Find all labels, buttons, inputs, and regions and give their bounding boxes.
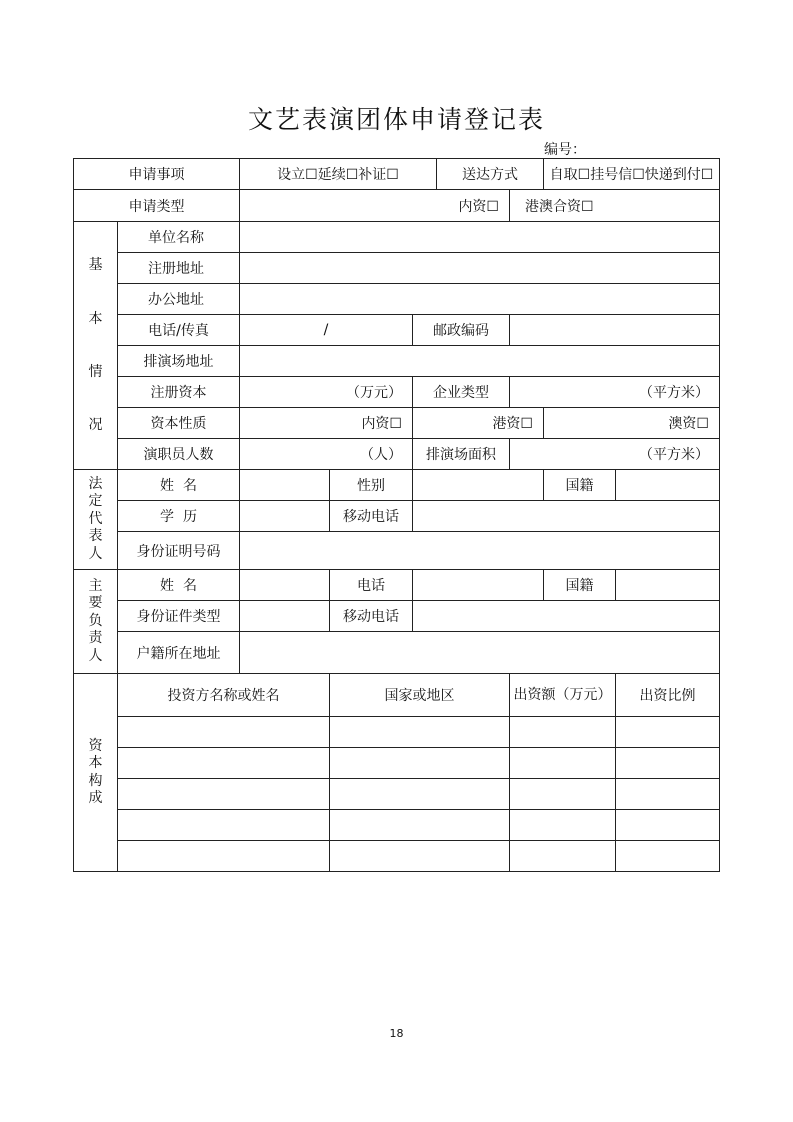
capital-group-label: 资 本 构 成 bbox=[74, 674, 118, 872]
capital-header-amount: 出资额（万元） bbox=[510, 674, 616, 717]
capital-investor-cell[interactable] bbox=[118, 748, 330, 779]
capital-amount-cell[interactable] bbox=[510, 717, 616, 748]
row-principal-name bbox=[74, 570, 720, 601]
capital-amount-cell[interactable] bbox=[510, 748, 616, 779]
legal-gender-label: 性别 bbox=[330, 470, 413, 501]
legal-education-label: 学 历 bbox=[118, 501, 240, 532]
legal-education-field[interactable] bbox=[240, 501, 330, 532]
legal-nationality-field[interactable] bbox=[616, 470, 720, 501]
legal-nationality-label: 国籍 bbox=[544, 470, 616, 501]
principal-nationality-label: 国籍 bbox=[544, 570, 616, 601]
legal-mobile-label: 移动电话 bbox=[330, 501, 413, 532]
capital-nature-macau[interactable]: 澳资☐ bbox=[544, 408, 720, 439]
form-title: 文艺表演团体申请登记表 bbox=[247, 105, 545, 134]
capital-country-cell[interactable] bbox=[330, 841, 510, 872]
application-type-inland[interactable]: 内资☐ bbox=[240, 190, 510, 222]
basic-info-group-label: 基 本 情 况 bbox=[74, 222, 118, 470]
capital-row bbox=[74, 717, 720, 748]
capital-amount-cell[interactable] bbox=[510, 841, 616, 872]
capital-ratio-cell[interactable] bbox=[616, 717, 720, 748]
reg-capital-field[interactable]: （万元） bbox=[240, 377, 413, 408]
office-address-label: 办公地址 bbox=[118, 284, 240, 315]
capital-country-cell[interactable] bbox=[330, 717, 510, 748]
venue-address-label: 排演场地址 bbox=[118, 346, 240, 377]
row-capital-nature bbox=[74, 408, 720, 439]
venue-area-label: 排演场面积 bbox=[413, 439, 510, 470]
principal-name-field[interactable] bbox=[240, 570, 330, 601]
row-capital-header bbox=[74, 674, 720, 717]
capital-header-ratio: 出资比例 bbox=[616, 674, 720, 717]
row-unit-name bbox=[74, 222, 720, 253]
principal-household-label: 户籍所在地址 bbox=[118, 632, 240, 674]
row-reg-address bbox=[74, 253, 720, 284]
capital-investor-cell[interactable] bbox=[118, 779, 330, 810]
legal-id-field[interactable] bbox=[240, 532, 720, 570]
principal-nationality-field[interactable] bbox=[616, 570, 720, 601]
legal-name-label: 姓 名 bbox=[118, 470, 240, 501]
capital-nature-label: 资本性质 bbox=[118, 408, 240, 439]
row-application-item bbox=[74, 159, 720, 190]
row-venue-address bbox=[74, 346, 720, 377]
capital-row bbox=[74, 841, 720, 872]
company-type-field[interactable]: （平方米） bbox=[510, 377, 720, 408]
reg-address-field[interactable] bbox=[240, 253, 720, 284]
row-office-address bbox=[74, 284, 720, 315]
reg-capital-label: 注册资本 bbox=[118, 377, 240, 408]
capital-nature-hk[interactable]: 港资☐ bbox=[413, 408, 544, 439]
venue-area-field[interactable]: （平方米） bbox=[510, 439, 720, 470]
capital-amount-cell[interactable] bbox=[510, 810, 616, 841]
registration-form-table bbox=[73, 158, 720, 872]
legal-gender-field[interactable] bbox=[413, 470, 544, 501]
capital-ratio-cell[interactable] bbox=[616, 841, 720, 872]
capital-ratio-cell[interactable] bbox=[616, 748, 720, 779]
principal-household-field[interactable] bbox=[240, 632, 720, 674]
legal-mobile-field[interactable] bbox=[413, 501, 720, 532]
phone-fax-label: 电话/传真 bbox=[118, 315, 240, 346]
capital-row bbox=[74, 810, 720, 841]
capital-ratio-cell[interactable] bbox=[616, 810, 720, 841]
application-item-label: 申请事项 bbox=[74, 159, 240, 190]
company-type-label: 企业类型 bbox=[413, 377, 510, 408]
capital-row bbox=[74, 748, 720, 779]
principal-id-type-field[interactable] bbox=[240, 601, 330, 632]
unit-name-label: 单位名称 bbox=[118, 222, 240, 253]
row-principal-household bbox=[74, 632, 720, 674]
capital-header-country: 国家或地区 bbox=[330, 674, 510, 717]
capital-header-investor: 投资方名称或姓名 bbox=[118, 674, 330, 717]
staff-count-field[interactable]: （人） bbox=[240, 439, 413, 470]
capital-investor-cell[interactable] bbox=[118, 841, 330, 872]
postcode-label: 邮政编码 bbox=[413, 315, 510, 346]
row-staff-count bbox=[74, 439, 720, 470]
row-principal-id-type bbox=[74, 601, 720, 632]
application-item-options[interactable]: 设立☐延续☐补证☐ bbox=[240, 159, 437, 190]
legal-id-label: 身份证明号码 bbox=[118, 532, 240, 570]
principal-group-label: 主 要 负 责 人 bbox=[74, 570, 118, 674]
capital-investor-cell[interactable] bbox=[118, 810, 330, 841]
principal-name-label: 姓 名 bbox=[118, 570, 240, 601]
principal-id-type-label: 身份证件类型 bbox=[118, 601, 240, 632]
row-legal-name bbox=[74, 470, 720, 501]
principal-mobile-label: 移动电话 bbox=[330, 601, 413, 632]
reg-address-label: 注册地址 bbox=[118, 253, 240, 284]
capital-ratio-cell[interactable] bbox=[616, 779, 720, 810]
page-number: 18 bbox=[389, 1027, 404, 1040]
capital-country-cell[interactable] bbox=[330, 748, 510, 779]
principal-phone-field[interactable] bbox=[413, 570, 544, 601]
capital-row bbox=[74, 779, 720, 810]
office-address-field[interactable] bbox=[240, 284, 720, 315]
row-legal-education bbox=[74, 501, 720, 532]
serial-number-label: 编号： bbox=[544, 142, 586, 158]
capital-country-cell[interactable] bbox=[330, 810, 510, 841]
row-reg-capital bbox=[74, 377, 720, 408]
capital-amount-cell[interactable] bbox=[510, 779, 616, 810]
application-type-hk-macau[interactable]: 港澳合资☐ bbox=[510, 190, 720, 222]
legal-rep-group-label: 法 定 代 表 人 bbox=[74, 470, 118, 570]
capital-country-cell[interactable] bbox=[330, 779, 510, 810]
delivery-method-options[interactable]: 自取☐挂号信☐快递到付☐ bbox=[544, 159, 720, 190]
principal-mobile-field[interactable] bbox=[413, 601, 720, 632]
phone-fax-field[interactable]: / bbox=[240, 315, 413, 346]
row-phone-fax bbox=[74, 315, 720, 346]
row-legal-id bbox=[74, 532, 720, 570]
legal-name-field[interactable] bbox=[240, 470, 330, 501]
unit-name-field[interactable] bbox=[240, 222, 720, 253]
delivery-method-label: 送达方式 bbox=[437, 159, 544, 190]
capital-nature-inland[interactable]: 内资☐ bbox=[240, 408, 413, 439]
row-application-type bbox=[74, 190, 720, 222]
staff-count-label: 演职员人数 bbox=[118, 439, 240, 470]
application-type-label: 申请类型 bbox=[74, 190, 240, 222]
capital-investor-cell[interactable] bbox=[118, 717, 330, 748]
venue-address-field[interactable] bbox=[240, 346, 720, 377]
postcode-field[interactable] bbox=[510, 315, 720, 346]
principal-phone-label: 电话 bbox=[330, 570, 413, 601]
